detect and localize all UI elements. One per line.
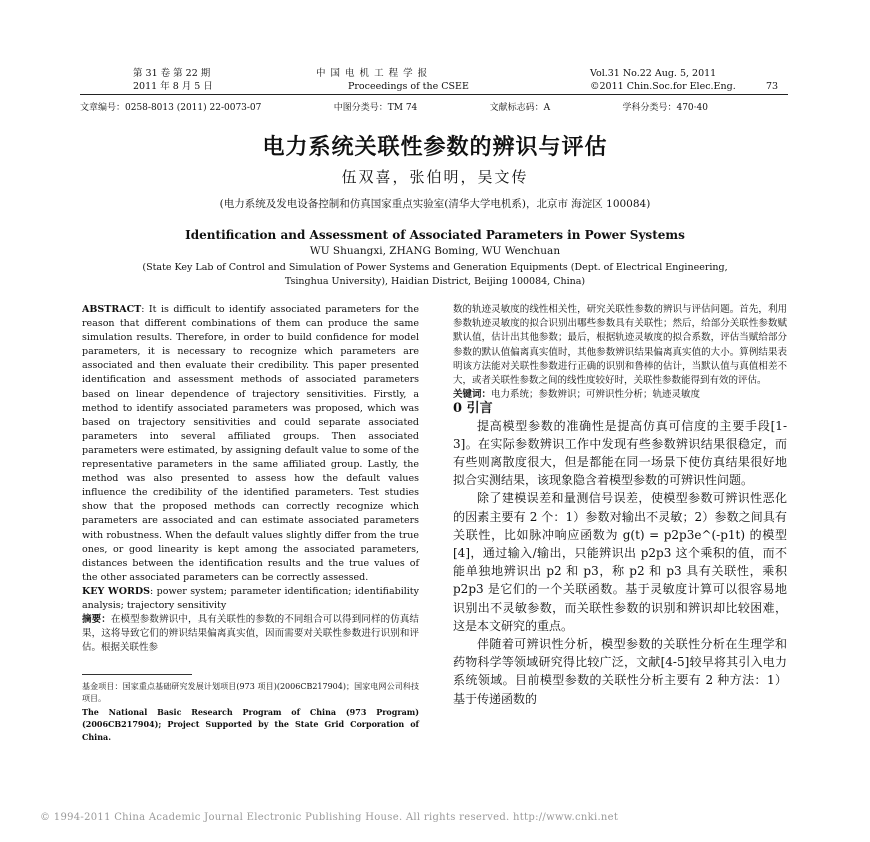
abstract-cn-text-left: 在模型参数辨识中，具有关联性的参数的不同组合可以得到同样的仿真结果，这将导致它们的辨识结果偏离真实值，因而需要对关联性参数进行识别和评估。根据关联性参 [82, 614, 419, 654]
right-column [453, 303, 787, 708]
date-cn: 2011 年 8 月 5 日 [133, 81, 213, 92]
keywords-cn-text: 电力系统；参数辨识；可辨识性分析；轨迹灵敏度 [491, 389, 701, 401]
page-number: 73 [766, 81, 779, 92]
volume-issue-cn: 第 31 卷 第 22 期 [133, 68, 211, 79]
article-meta [80, 100, 788, 113]
keywords-en-label: KEY WORDS [82, 585, 150, 597]
keywords-en [82, 585, 419, 613]
affiliation-cn: (电力系统及发电设备控制和仿真国家重点实验室(清华大学电机系)，北京市 海淀区 100084) [219, 198, 651, 210]
intro-paragraph: 提高模型参数的准确性是提高仿真可信度的主要手段[1-3]。在实际参数辨识工作中发现有些参数辨识结果很稳定，而有些则离散度很大，但是都能在同一场景下使仿真结果很好地拟合实测结果，该现象隐含着模型参数的可辨识性问题。 [453, 418, 787, 488]
cnki-footer: © 1994-2011 China Academic Journal Electronic Publishing House. All rights reserved. http://www.cnki.net [40, 812, 619, 823]
authors-en: WU Shuangxi, ZHANG Boming, WU Wenchuan [309, 245, 561, 257]
abstract-en-label: ABSTRACT [82, 304, 142, 315]
journal-name-cn: 中 国 电 机 工 程 学 报 [316, 68, 429, 79]
clc-number: 中图分类号：TM 74 [333, 103, 418, 113]
funding-cn: 基金项目：国家重点基础研究发展计划项目(973 项目)(2006CB217904)；国家电网公司科技项目。 [82, 681, 419, 704]
keywords-cn [453, 388, 787, 402]
footnote-rule [82, 674, 192, 675]
funding-en: The National Basic Research Program of China (973 Program) (2006CB217904); Project Supported by the State Grid Corporation of China. [82, 706, 419, 742]
article-number: 文章编号：0258-8013 (2011) 22-0073-07 [80, 103, 262, 113]
section-heading-intro: 0 引言 [453, 401, 493, 417]
authors-cn: 伍双喜，张伯明，吴文传 [341, 168, 529, 186]
abstract-cn-label: 摘要： [82, 614, 111, 626]
volume-issue-en: Vol.31 No.22 Aug. 5, 2011 [590, 68, 717, 79]
title-cn: 电力系统关联性参数的辨识与评估 [262, 134, 608, 160]
keywords-cn-label: 关键词： [453, 389, 492, 401]
title-en: Identification and Assessment of Associated Parameters in Power Systems [185, 228, 685, 242]
document-code: 文献标志码：A [489, 103, 551, 113]
abstract-en [82, 303, 419, 585]
keywords-en-text: : power system; parameter identification; identifiability analysis; trajectory sensitivity [82, 585, 419, 611]
affiliation-en: (State Key Lab of Control and Simulation of Power Systems and Generation Equipments (Dept. of Electrical Engineering, Tsinghua University), Haidian District, Beijing 100084, China) [142, 262, 728, 287]
header-rule [80, 94, 788, 95]
copyright-line: ©2011 Chin.Soc.for Elec.Eng. [590, 81, 736, 92]
abstract-cn-continued: 数的轨迹灵敏度的线性相关性，研究关联性参数的辨识与评估问题。首先，利用参数轨迹灵敏度的拟合识别出哪些参数具有关联性；然后，给部分关联性参数赋默认值，估计出其他参数；最后，根据轨迹灵敏度的拟合系数，评估当赋给部分参数的默认值偏离真实值时，其他参数辨识结果偏离真实值的大小。算例结果表明该方法能对关联性参数进行正确的识别和鲁棒的估计，当默认值与真值相差不大，或者关联性参数之间的线性度较好时，关联性参数能得到有效的评估。 [453, 304, 787, 387]
abstract-en-text: : It is difficult to identify associated parameters for the reason that different combinations of them can produce the same simulation results. Therefore, in order to build confidence for model parameters, it is necessary to recognize which parameters are associated and then evaluate their credibility. This paper presented identification and assessment methods of associated parameters based on linear dependence of trajectory sensitivities. Firstly, a method to identify associated parameters was proposed, which was based on trajectory sensitivities and could separate associated parameters into several affiliated groups. Then associated parameters were estimated, by assigning default value to some of the representative parameters in the same affiliated group. Lastly, the method was also presented to assess how the default values influence the credibility of the identified parameters. Test studies show that the proposed methods can correctly recognize which parameters are associated and can estimate associated parameters with robustness. When the default values slightly differ from the true ones, or good linearity is kept among the associated parameters, distances between the identification results and the true values of the other associated parameters can be correctly assessed. [82, 304, 419, 583]
left-column [82, 303, 419, 743]
intro-paragraph: 除了建模误差和量测信号误差，使模型参数可辨识性恶化的因素主要有 2 个：1）参数对输出不灵敏；2）参数之间具有关联性，比如脉冲响应函数为 g(t) = p2p3e^(-p1t) 的模型[4]，通过输入/输出，只能辨识出 p2p3 这个乘积的值，而不能单独地辨识出 p2 和 p3，称 p2 和 p3 具有关联性，乘积 p2p3 是它们的一个关联函数。基于灵敏度计算可以很容易地识别出不灵敏参数，而关联性参数的识别和辨识却比较困难，这是本文研究的重点。 [453, 491, 787, 633]
intro-paragraph: 伴随着可辨识性分析，模型参数的关联性分析在生理学和药物科学等领域研究得比较广泛，文献[4-5]较早将其引入电力系统领域。目前模型参数的关联性分析主要有 2 种方法：1）基于传递函数的 [453, 636, 787, 706]
abstract-cn-start [82, 613, 419, 656]
journal-name-en: Proceedings of the CSEE [348, 81, 469, 92]
subject-code: 学科分类号：470·40 [622, 103, 708, 113]
